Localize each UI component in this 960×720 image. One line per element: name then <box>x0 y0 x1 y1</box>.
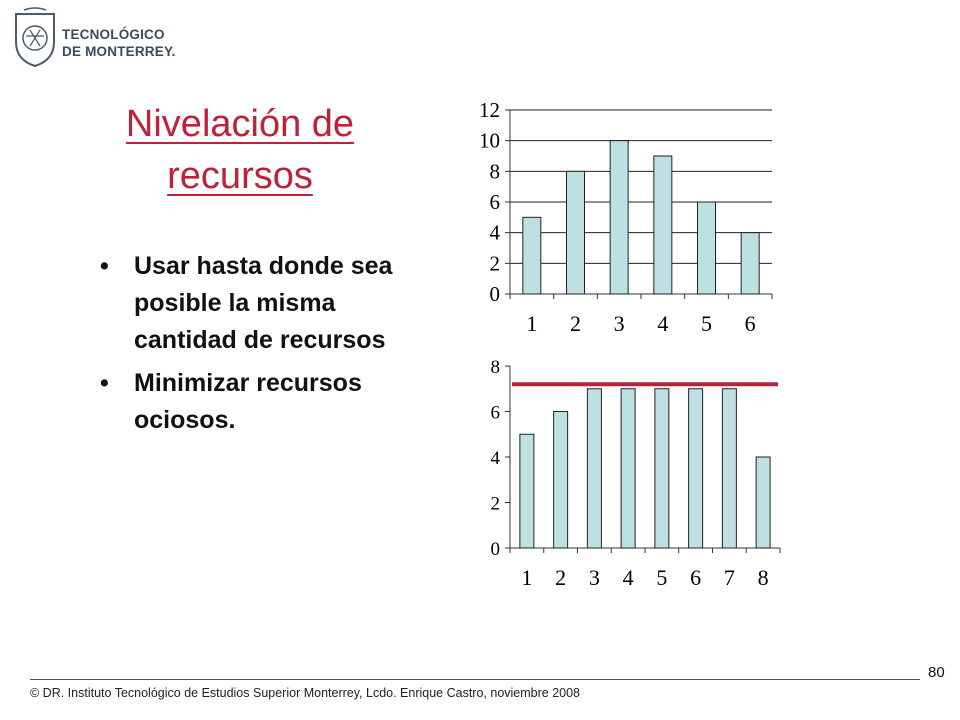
bar <box>689 389 703 548</box>
logo-line2: DE MONTERREY. <box>62 44 176 59</box>
bullet-dot: • <box>100 369 109 397</box>
bar <box>698 202 716 294</box>
footer-divider <box>30 679 920 680</box>
x-tick-label: 3 <box>613 311 625 336</box>
bar <box>520 434 534 548</box>
slide-title <box>70 98 410 202</box>
bullet-item <box>100 248 420 359</box>
bar <box>722 389 736 548</box>
bar <box>554 412 568 549</box>
bar <box>610 141 628 294</box>
footer-text: © DR. Instituto Tecnológico de Estudios Superior Monterrey, Lcdo. Enrique Castro, noviembre 2008 <box>30 686 581 700</box>
y-tick-label: 8 <box>489 159 500 184</box>
tec-logo <box>12 6 192 72</box>
y-tick-label: 0 <box>490 539 500 560</box>
x-tick-label: 4 <box>622 565 634 590</box>
title-line2: recursos <box>167 155 313 197</box>
x-tick-label: 2 <box>555 565 567 590</box>
bar <box>741 233 759 294</box>
x-tick-label: 6 <box>690 565 702 590</box>
y-tick-label: 4 <box>490 448 500 469</box>
bar <box>655 389 669 548</box>
bullet-text: Minimizar recursos ociosos. <box>134 369 362 434</box>
x-tick-label: 3 <box>588 565 600 590</box>
bullet-text: Usar hasta donde sea posible la misma cantidad de recursos <box>134 252 393 354</box>
bar <box>587 389 601 548</box>
bullet-item <box>100 365 420 439</box>
x-tick-label: 1 <box>521 565 533 590</box>
y-tick-label: 6 <box>489 190 500 214</box>
x-tick-label: 7 <box>723 565 735 590</box>
bullet-list <box>100 248 420 445</box>
x-tick-label: 2 <box>570 311 581 336</box>
chart-bottom <box>450 354 790 604</box>
bar <box>621 389 635 548</box>
y-tick-label: 8 <box>490 357 500 378</box>
x-tick-label: 5 <box>701 311 712 336</box>
x-tick-label: 1 <box>526 311 538 336</box>
x-tick-label: 8 <box>757 565 769 590</box>
y-tick-label: 12 <box>479 98 500 122</box>
x-tick-label: 4 <box>657 311 669 336</box>
y-tick-label: 2 <box>490 493 500 515</box>
bar <box>523 217 541 294</box>
logo-line1: TECNOLÓGICO <box>62 27 165 42</box>
y-tick-label: 10 <box>479 128 500 153</box>
bar <box>567 171 585 294</box>
y-tick-label: 0 <box>489 282 500 306</box>
page-number: 80 <box>928 664 945 681</box>
title-line1: Nivelación de <box>125 103 355 145</box>
y-tick-label: 6 <box>490 402 500 424</box>
bar <box>756 457 770 548</box>
tec-shield-icon <box>12 6 58 68</box>
chart-top <box>450 96 790 346</box>
y-tick-label: 4 <box>489 220 500 245</box>
bar <box>654 156 672 294</box>
y-tick-label: 2 <box>489 251 500 276</box>
x-tick-label: 5 <box>656 565 668 590</box>
x-tick-label: 6 <box>744 311 756 336</box>
bullet-dot: • <box>100 252 109 280</box>
